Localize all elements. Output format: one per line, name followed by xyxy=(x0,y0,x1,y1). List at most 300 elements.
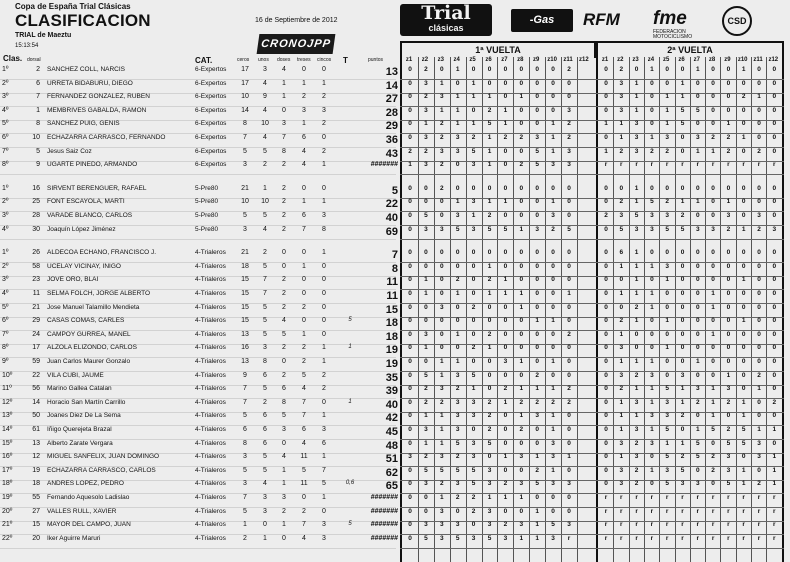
stat-cell: 0 xyxy=(322,317,326,325)
zone-score-v2: r xyxy=(757,534,761,542)
zone-score-v2: 0 xyxy=(634,66,639,73)
zone-score-v1: 0 xyxy=(487,79,492,87)
zone-score-v1: 2 xyxy=(439,184,444,192)
stat-cell: 11 xyxy=(300,480,308,488)
zone-score-v2: 0 xyxy=(604,426,608,433)
rider-name: UCELAY VICINAY, IÑIGO xyxy=(47,262,121,270)
stat-cell: 3 xyxy=(302,106,306,114)
zone-score-v2: 2 xyxy=(772,398,777,406)
stat-cell: 7 xyxy=(302,398,306,406)
zone-score-v1: 2 xyxy=(503,480,508,488)
rider-name: CAMPOY GURREA, MANEL xyxy=(47,330,131,338)
clasicas-logo-word: clásicas xyxy=(428,23,464,33)
zone-header: z10 xyxy=(547,57,557,63)
zone-score-v2: r xyxy=(773,161,776,169)
category-cell: 4-Trialeros xyxy=(195,358,226,365)
dorsal-cell: 55 xyxy=(32,494,40,501)
zone-score-v2: 0 xyxy=(741,198,746,206)
category-cell: 4-Trialeros xyxy=(195,344,226,352)
grid-hline xyxy=(400,548,784,549)
gas-logo: -Gas xyxy=(511,9,573,32)
zone-score-v2: 0 xyxy=(772,134,777,141)
position-cell: 10º xyxy=(2,371,13,379)
zone-score-v2: 1 xyxy=(634,93,639,101)
stat-cell: 0 xyxy=(322,290,326,297)
zone-score-v1: 0 xyxy=(408,212,412,219)
stat-cell: 1 xyxy=(282,79,286,87)
zone-score-v1: 2 xyxy=(487,398,492,406)
stat-cell: 3 xyxy=(282,494,286,501)
zone-score-v1: 0 xyxy=(408,494,412,501)
zone-score-v1: 3 xyxy=(503,534,508,542)
result-row xyxy=(0,93,790,107)
zone-score-v1: 2 xyxy=(471,494,476,501)
zone-score-v1: 0 xyxy=(551,184,555,192)
zone-score-v2: 1 xyxy=(680,93,685,101)
zone-score-v1: 0 xyxy=(439,290,444,297)
zone-score-v2: 1 xyxy=(741,66,746,73)
zone-score-v2: 0 xyxy=(772,371,777,379)
stat-cell: 2 xyxy=(302,358,306,365)
col-ceros: ceros xyxy=(237,57,250,63)
zone-score-v2: 0 xyxy=(695,249,700,257)
zone-score-v1: 1 xyxy=(471,385,476,393)
rider-name: CASAS COMAS, CARLES xyxy=(47,317,125,325)
zone-score-v2: 0 xyxy=(772,93,777,101)
zone-score-v1: 0 xyxy=(567,198,571,206)
dorsal-cell: 23 xyxy=(32,276,40,284)
zone-score-v1: 0 xyxy=(471,330,476,338)
points-cell: ####### xyxy=(370,521,398,529)
position-cell: 18º xyxy=(2,480,13,488)
zone-score-v1: 0 xyxy=(424,303,428,311)
zone-score-v1: 3 xyxy=(455,147,460,155)
stat-cell: 16 xyxy=(241,344,249,352)
zone-score-v1: 1 xyxy=(519,93,524,101)
zone-score-v1: 0 xyxy=(408,358,412,365)
zone-score-v1: 5 xyxy=(439,466,444,474)
points-cell: 36 xyxy=(385,134,398,146)
zone-score-v2: 2 xyxy=(680,453,685,461)
stat-cell: 6 xyxy=(263,426,267,433)
zone-score-v2: 5 xyxy=(726,439,731,447)
zone-score-v1: 1 xyxy=(471,93,476,101)
stat-cell: 1 xyxy=(282,93,286,101)
position-cell: 11º xyxy=(2,385,12,393)
rider-name: ECHAZARRA CARRASCO, FERNANDO xyxy=(47,134,166,141)
zone-score-v2: 3 xyxy=(665,412,669,420)
zone-score-v1: 0 xyxy=(519,212,524,219)
dorsal-cell: 12 xyxy=(32,453,40,461)
zone-score-v2: 2 xyxy=(665,198,669,206)
category-cell: 6-Expertos xyxy=(195,120,227,128)
zone-score-v2: r xyxy=(665,161,669,169)
points-cell: 48 xyxy=(385,439,398,452)
zone-score-v2: r xyxy=(620,161,623,169)
stat-cell: 17 xyxy=(241,66,249,73)
zone-score-v2: 3 xyxy=(634,225,639,233)
zone-score-v1: 5 xyxy=(567,225,571,233)
category-cell: 4-Trialeros xyxy=(195,398,226,406)
zone-score-v1: 0 xyxy=(471,317,476,325)
zone-score-v1: 1 xyxy=(487,494,492,501)
stat-cell: 18 xyxy=(241,262,249,270)
zone-score-v1: 0 xyxy=(408,385,412,393)
zone-score-v2: 0 xyxy=(757,317,761,325)
zone-score-v2: 0 xyxy=(604,480,608,488)
result-row xyxy=(0,535,790,549)
category-cell: 4-Trialeros xyxy=(195,317,226,325)
zone-score-v2: 1 xyxy=(619,262,624,270)
category-cell: 5-Pre80 xyxy=(195,198,219,206)
stat-cell: 7 xyxy=(282,134,286,141)
points-cell: 40 xyxy=(385,212,398,224)
category-cell: 4-Trialeros xyxy=(195,521,226,529)
zone-score-v2: 3 xyxy=(634,134,639,141)
zone-score-v2: 0 xyxy=(604,249,608,257)
zone-score-v1: 0 xyxy=(519,276,524,284)
col-puntos: puntos xyxy=(368,57,384,63)
stat-cell: 4 xyxy=(302,439,306,447)
zone-score-v2: 0 xyxy=(680,262,685,270)
stat-cell: 6 xyxy=(302,212,306,219)
zone-score-v1: 0 xyxy=(487,184,492,192)
stat-cell: 4 xyxy=(302,534,306,542)
stat-cell: 5 xyxy=(243,466,247,474)
stat-cell: 3 xyxy=(263,66,267,73)
stat-cell: 7 xyxy=(243,385,247,393)
stat-cell: 5 xyxy=(302,466,306,474)
zone-score-v1: 0 xyxy=(519,439,524,447)
zone-score-v1: 0 xyxy=(503,412,508,420)
zone-score-v2: r xyxy=(635,507,638,515)
zone-score-v1: 3 xyxy=(439,453,444,461)
stat-cell: 6 xyxy=(243,426,247,433)
zone-score-v1: 3 xyxy=(424,79,428,87)
zone-score-v1: 0 xyxy=(519,371,524,379)
stat-cell: 5 xyxy=(263,262,267,270)
stat-cell: 5 xyxy=(243,412,247,420)
zone-score-v2: 0 xyxy=(772,317,777,325)
zone-score-v1: 0 xyxy=(408,480,412,488)
zone-score-v1: 1 xyxy=(519,534,524,542)
zone-score-v1: 2 xyxy=(487,412,492,420)
zone-score-v2: 0 xyxy=(665,184,669,192)
stat-cell: 5 xyxy=(263,453,267,461)
col-doses: doses xyxy=(277,57,291,63)
stat-cell: 0 xyxy=(302,249,306,257)
stat-cell: 14 xyxy=(241,106,249,114)
zone-score-v1: 0 xyxy=(535,184,539,192)
zone-score-v2: 2 xyxy=(711,453,715,461)
zone-score-v1: 0 xyxy=(519,330,524,338)
stat-cell: 13 xyxy=(241,358,249,365)
zone-score-v2: 5 xyxy=(665,225,669,233)
zone-score-v2: 0 xyxy=(604,93,608,101)
zone-score-v1: 0 xyxy=(551,106,555,114)
category-cell: 4-Trialeros xyxy=(195,371,226,379)
zone-score-v2: 0 xyxy=(695,79,700,87)
zone-score-v2: 1 xyxy=(650,66,654,73)
stat-cell: 0 xyxy=(282,439,286,447)
result-row xyxy=(0,372,790,386)
zone-score-v2: r xyxy=(604,534,608,542)
zone-score-v2: 3 xyxy=(680,480,685,488)
zone-score-v1: 0 xyxy=(471,262,476,270)
zone-score-v1: 1 xyxy=(503,120,508,128)
zone-score-v2: 3 xyxy=(680,371,685,379)
category-cell: 4-Trialeros xyxy=(195,494,226,501)
zone-score-v1: 0 xyxy=(567,276,571,284)
zone-score-v1: 0 xyxy=(503,317,508,325)
category-cell: 4-Trialeros xyxy=(195,412,226,420)
zone-score-v1: 0 xyxy=(439,344,444,352)
zone-score-v2: 0 xyxy=(680,184,685,192)
zone-score-v2: 1 xyxy=(757,93,761,101)
zone-score-v2: 0 xyxy=(726,412,731,420)
zone-score-v2: 0 xyxy=(604,303,608,311)
zone-score-v2: 0 xyxy=(604,358,608,365)
zone-score-v2: 0 xyxy=(604,344,608,352)
zone-score-v1: 3 xyxy=(487,480,492,488)
points-cell: 35 xyxy=(385,371,398,384)
zone-score-v1: 0 xyxy=(535,120,539,128)
zone-score-v2: 5 xyxy=(695,106,700,114)
zone-score-v1: 0 xyxy=(408,412,412,420)
zone-score-v1: 1 xyxy=(424,439,428,447)
stat-cell: 1 xyxy=(322,412,326,420)
zone-score-v2: 0 xyxy=(772,344,777,352)
result-row xyxy=(0,344,790,358)
zone-header: z9 xyxy=(533,57,540,63)
stat-cell: 5 xyxy=(302,371,306,379)
zone-score-v1: 1 xyxy=(439,439,444,447)
zone-score-v1: 0 xyxy=(503,147,508,155)
zone-score-v1: 1 xyxy=(503,494,508,501)
zone-score-v1: 3 xyxy=(408,453,412,461)
zone-score-v1: 0 xyxy=(408,134,412,141)
zone-header: z6 xyxy=(485,57,492,63)
zone-score-v2: 0 xyxy=(757,66,761,73)
position-cell: 1º xyxy=(2,249,9,257)
dorsal-cell: 59 xyxy=(32,358,40,365)
event-name: TRIAL de Maeztu xyxy=(15,32,72,39)
points-cell: 13 xyxy=(385,66,398,78)
zone-score-v2: 1 xyxy=(665,317,669,325)
zone-score-v2: r xyxy=(650,494,654,501)
zone-score-v2: 0 xyxy=(757,262,761,270)
zone-score-v1: 3 xyxy=(535,225,539,233)
stat-cell: 5 xyxy=(348,317,352,324)
zone-score-v2: r xyxy=(681,161,684,169)
stat-cell: 2 xyxy=(282,371,286,379)
result-row xyxy=(0,226,790,240)
vuelta-2-header: 2ª VUELTA xyxy=(596,41,784,58)
zone-score-v2: 0 xyxy=(695,303,700,311)
stat-cell: 7 xyxy=(243,398,247,406)
zone-score-v2: 0 xyxy=(650,120,654,128)
zone-score-v1: 1 xyxy=(535,453,539,461)
zone-score-v1: 5 xyxy=(424,212,428,219)
zone-score-v2: 0 xyxy=(772,262,777,270)
zone-score-v1: 2 xyxy=(519,134,524,141)
result-row xyxy=(0,148,790,162)
zone-score-v2: 3 xyxy=(634,453,639,461)
dorsal-cell: 20 xyxy=(32,534,40,542)
stat-cell: 4 xyxy=(263,106,267,114)
zone-score-v2: 0 xyxy=(757,358,761,365)
zone-score-v2: 0 xyxy=(757,344,761,352)
result-row xyxy=(0,66,790,80)
zone-score-v2: r xyxy=(696,507,700,515)
stat-cell: 8 xyxy=(243,439,247,447)
position-cell: 5º xyxy=(2,120,9,128)
rider-name: ALDECOA ECHANO, FRANCISCO J. xyxy=(47,249,157,257)
zone-score-v1: 2 xyxy=(424,93,428,101)
zone-score-v1: 0 xyxy=(551,303,555,311)
stat-cell: 5 xyxy=(263,147,267,155)
zone-header: z10 xyxy=(737,57,748,63)
points-cell: ####### xyxy=(370,161,398,169)
zone-score-v2: 1 xyxy=(634,79,639,87)
zone-score-v1: 3 xyxy=(424,161,428,169)
result-row xyxy=(0,134,790,148)
zone-score-v2: 1 xyxy=(680,398,685,406)
zone-score-v2: 0 xyxy=(711,262,715,270)
zone-header: z1 xyxy=(405,57,413,63)
points-cell: 11 xyxy=(386,276,398,289)
stat-cell: 2 xyxy=(282,161,286,169)
zone-score-v2: 1 xyxy=(634,358,639,365)
points-cell: 39 xyxy=(385,385,398,398)
zone-score-v1: 1 xyxy=(535,385,539,393)
zone-score-v2: r xyxy=(757,161,761,169)
stat-cell: 11 xyxy=(300,453,308,461)
dorsal-cell: 26 xyxy=(32,249,40,257)
zone-score-v1: 0 xyxy=(551,330,555,338)
zone-score-v2: 3 xyxy=(665,262,669,270)
zone-score-v2: r xyxy=(604,494,608,501)
zone-score-v2: 3 xyxy=(650,412,654,420)
zone-score-v1: 3 xyxy=(439,93,444,101)
zone-score-v1: 3 xyxy=(471,225,476,233)
zone-score-v1: 2 xyxy=(551,225,555,233)
zone-score-v2: 0 xyxy=(772,120,777,128)
zone-score-v1: 0 xyxy=(408,106,412,114)
stat-cell: 8 xyxy=(243,120,247,128)
zone-header: z6 xyxy=(678,57,685,63)
zone-score-v2: 1 xyxy=(634,276,639,284)
zone-score-v2: 1 xyxy=(634,249,639,257)
zone-score-v1: 3 xyxy=(535,134,539,141)
zone-score-v2: 0 xyxy=(711,79,715,87)
zone-score-v2: 0 xyxy=(757,134,761,141)
zone-score-v2: 0 xyxy=(741,358,746,365)
zone-score-v2: r xyxy=(711,507,715,515)
zone-score-v2: 0 xyxy=(772,198,777,206)
zone-score-v2: 0 xyxy=(604,439,608,447)
fme-logo xyxy=(653,8,708,40)
zone-score-v1: 0 xyxy=(408,466,412,474)
stat-cell: 4 xyxy=(302,385,306,393)
zone-score-v1: 1 xyxy=(535,521,539,529)
zone-score-v1: 1 xyxy=(408,161,412,169)
rider-name: Fernando Aquesolo Ladislao xyxy=(47,494,130,501)
zone-score-v1: 0 xyxy=(487,66,492,73)
stat-cell: 4 xyxy=(282,317,286,325)
category-cell: 6-Expertos xyxy=(195,106,227,114)
zone-score-v2: 0 xyxy=(695,120,700,128)
rider-name: Joaquín López Jiménez xyxy=(47,225,116,233)
points-cell: 19 xyxy=(385,358,398,370)
stat-cell: 2 xyxy=(282,290,286,297)
dorsal-cell: 2 xyxy=(36,66,40,73)
zone-score-v1: 1 xyxy=(455,198,460,206)
zone-score-v1: 1 xyxy=(439,358,444,365)
zone-score-v2: 3 xyxy=(634,147,639,155)
stat-cell: 4 xyxy=(263,134,267,141)
zone-score-v1: 0 xyxy=(408,303,412,311)
zone-score-v2: 1 xyxy=(726,120,731,128)
stat-cell: 6 xyxy=(322,439,326,447)
zone-score-v1: 2 xyxy=(439,161,444,169)
zone-score-v1: 2 xyxy=(519,398,524,406)
zone-score-v2: 0 xyxy=(604,453,608,461)
zone-score-v2: 2 xyxy=(757,480,761,488)
col-t: T xyxy=(343,56,348,65)
zone-score-v1: 0 xyxy=(455,79,460,87)
stat-cell: 1 xyxy=(282,521,286,529)
zone-score-v2: r xyxy=(665,507,669,515)
points-cell: 5 xyxy=(391,184,398,197)
zone-score-v2: 0 xyxy=(711,358,715,365)
zone-score-v2: 2 xyxy=(619,147,624,155)
zone-score-v2: 0 xyxy=(604,466,608,474)
rider-name: FERNANDEZ GONZALEZ, RUBEN xyxy=(47,93,150,101)
zone-score-v2: 0 xyxy=(680,66,685,73)
result-row xyxy=(0,331,790,345)
zone-score-v2: r xyxy=(650,534,654,542)
zone-score-v2: 0 xyxy=(772,330,777,338)
zone-score-v1: 1 xyxy=(471,212,476,219)
zone-header: z2 xyxy=(617,57,624,63)
points-cell: 29 xyxy=(385,120,398,133)
zone-score-v2: 1 xyxy=(634,385,639,393)
zone-score-v2: 0 xyxy=(741,303,746,311)
result-row xyxy=(0,426,790,440)
stat-cell: 7 xyxy=(243,494,247,501)
zone-score-v2: 0 xyxy=(726,249,731,257)
result-row xyxy=(0,358,790,372)
zone-header: z5 xyxy=(663,57,670,63)
zone-score-v2: 0 xyxy=(757,398,761,406)
zone-score-v2: 2 xyxy=(711,466,715,474)
zone-score-v2: 0 xyxy=(757,184,761,192)
zone-score-v1: 1 xyxy=(424,344,428,352)
zone-score-v2: r xyxy=(681,521,684,529)
zone-score-v1: 1 xyxy=(519,358,524,365)
rider-name: MEMBRIVES GABALDA, RAMON xyxy=(47,106,147,114)
zone-score-v1: 0 xyxy=(535,303,539,311)
zone-score-v2: 0 xyxy=(619,303,624,311)
stat-cell: 2 xyxy=(263,398,267,406)
stat-cell: 7 xyxy=(302,412,306,420)
zone-score-v1: 1 xyxy=(551,134,555,141)
category-cell: 6-Expertos xyxy=(195,79,227,87)
zone-score-v1: 0 xyxy=(567,371,571,379)
zone-score-v1: 1 xyxy=(503,453,508,461)
zone-score-v2: 0 xyxy=(711,371,715,379)
